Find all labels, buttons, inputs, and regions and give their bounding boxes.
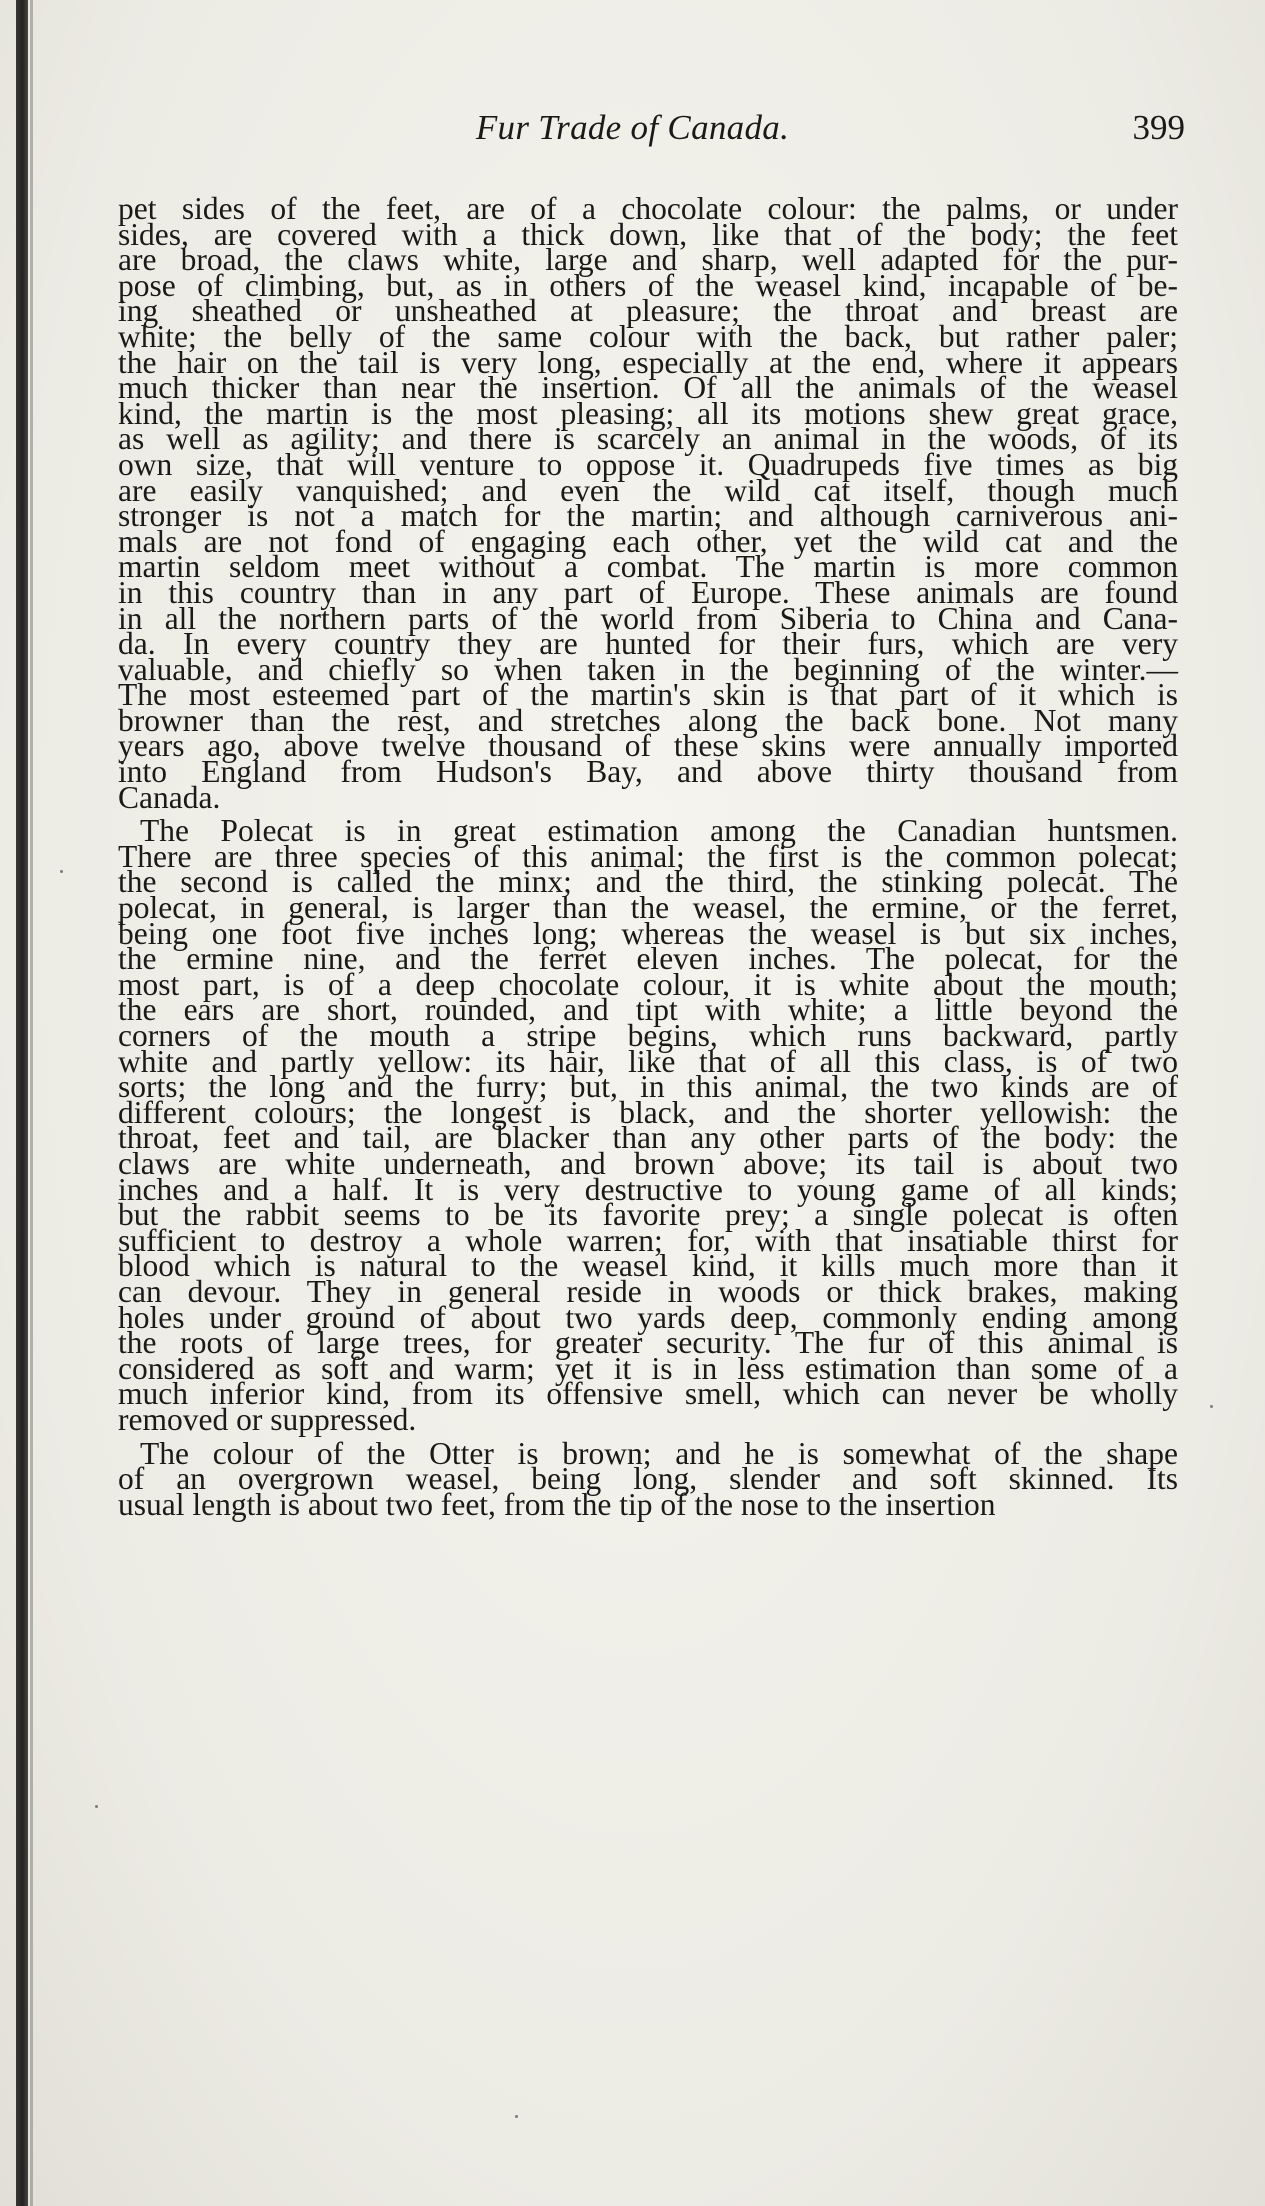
text-line: The colour of the Otter is brown; and he is somewhat of the shape xyxy=(140,1435,1178,1471)
text-line: corners of the mouth a stripe begins, which runs backward, partly xyxy=(118,1018,1178,1053)
text-line: sides, are covered with a thick down, like that of the body; the feet xyxy=(118,216,1178,252)
text-line: usual length is about two feet, from the tip of the nose to the insertion xyxy=(118,1486,996,1522)
binding-shadow xyxy=(16,0,28,2206)
text-line: blood which is natural to the weasel kind, it kills much more than it xyxy=(118,1248,1178,1284)
text-line: but the rabbit seems to be its favorite prey; a single polecat is often xyxy=(118,1197,1178,1233)
running-title: Fur Trade of Canada. xyxy=(475,108,790,147)
body-text xyxy=(118,191,1178,1522)
text-line: mals are not fond of engaging each other, yet the wild cat and the xyxy=(118,523,1178,559)
text-line: sufficient to destroy a whole warren; for, with that insatiable thirst for xyxy=(118,1222,1178,1258)
text-line: into England from Hudson's Bay, and above thirty thousand from xyxy=(118,754,1178,790)
text-line: sorts; the long and the furry; but, in this animal, the two kinds are of xyxy=(118,1069,1178,1105)
text-line: own size, that will venture to oppose it. Quadrupeds five times as big xyxy=(118,446,1178,482)
text-line: the roots of large trees, for greater security. The fur of this animal is xyxy=(118,1325,1178,1361)
text-line: most part, is of a deep chocolate colour, it is white about the mouth; xyxy=(118,966,1178,1002)
text-line: years ago, above twelve thousand of these skins were annually imported xyxy=(118,728,1178,764)
text-line: valuable, and chiefly so when taken in the beginning of the winter.— xyxy=(118,651,1178,687)
text-line: Canada. xyxy=(118,779,221,815)
text-line: the ermine nine, and the ferret eleven inches. The polecat, for the xyxy=(118,941,1178,977)
text-line: The most esteemed part of the martin's skin is that part of it which is xyxy=(118,677,1178,713)
text-line: polecat, in general, is larger than the weasel, the ermine, or the ferret, xyxy=(118,890,1178,926)
text-line: in this country than in any part of Europe. These animals are found xyxy=(118,574,1178,610)
text-line: inches and a half. It is very destructive to young game of all kinds; xyxy=(118,1171,1178,1207)
text-line: browner than the rest, and stretches along the back bone. Not many xyxy=(118,702,1178,738)
page-header xyxy=(0,108,1265,168)
text-line: martin seldom meet without a combat. The martin is more common xyxy=(118,549,1178,585)
text-line: different colours; the longest is black, and the shorter yellowish: the xyxy=(118,1094,1178,1130)
print-speck xyxy=(1210,1405,1213,1408)
text-line: holes under ground of about two yards deep, commonly ending among xyxy=(118,1299,1178,1335)
text-line: are easily vanquished; and even the wild cat itself, though much xyxy=(118,472,1178,508)
text-line: the hair on the tail is very long, especially at the end, where it appears xyxy=(118,344,1178,380)
text-line: The Polecat is in great estimation among the Canadian huntsmen. xyxy=(140,813,1178,849)
text-line: claws are white underneath, and brown above; its tail is about two xyxy=(118,1145,1178,1181)
text-line: as well as agility; and there is scarcely an animal in the woods, of its xyxy=(118,421,1178,457)
text-line: can devour. They in general reside in woods or thick brakes, making xyxy=(118,1273,1178,1309)
print-speck xyxy=(95,1805,98,1808)
print-speck xyxy=(515,2115,518,2118)
text-line: the second is called the minx; and the third, the stinking polecat. The xyxy=(118,864,1178,900)
text-line: pet sides of the feet, are of a chocolate colour: the palms, or under xyxy=(118,191,1178,226)
text-line: pose of climbing, but, as in others of the weasel kind, incapable of be- xyxy=(118,267,1178,303)
text-line: throat, feet and tail, are blacker than any other parts of the body: the xyxy=(118,1120,1178,1156)
text-line: There are three species of this animal; the first is the common polecat; xyxy=(118,838,1178,874)
text-line: in all the northern parts of the world from Siberia to China and Cana- xyxy=(118,600,1178,636)
text-line: stronger is not a match for the martin; and although carniverous ani- xyxy=(118,498,1178,534)
text-line: white; the belly of the same colour with the back, but rather paler; xyxy=(118,318,1178,354)
text-line: much thicker than near the insertion. Of all the animals of the weasel xyxy=(118,370,1178,406)
text-line: removed or suppressed. xyxy=(118,1401,417,1437)
text-line: of an overgrown weasel, being long, slender and soft skinned. Its xyxy=(118,1461,1178,1497)
text-line: much inferior kind, from its offensive smell, which can never be wholly xyxy=(118,1376,1178,1412)
text-line: the ears are short, rounded, and tipt with white; a little beyond the xyxy=(118,992,1178,1028)
text-line: kind, the martin is the most pleasing; all its motions shew great grace, xyxy=(118,395,1178,431)
print-speck xyxy=(60,870,63,873)
text-line: white and partly yellow: its hair, like that of all this class, is of two xyxy=(118,1043,1178,1079)
page-number: 399 xyxy=(1132,108,1185,147)
text-line: being one foot five inches long; whereas the weasel is but six inches, xyxy=(118,915,1178,951)
text-line: are broad, the claws white, large and sharp, well adapted for the pur- xyxy=(118,242,1178,278)
text-line: considered as soft and warm; yet it is in less estimation than some of a xyxy=(118,1350,1178,1386)
text-line: da. In every country they are hunted for their furs, which are very xyxy=(118,626,1178,662)
binding-edge xyxy=(30,0,33,2206)
text-line: ing sheathed or unsheathed at pleasure; the throat and breast are xyxy=(118,293,1178,329)
